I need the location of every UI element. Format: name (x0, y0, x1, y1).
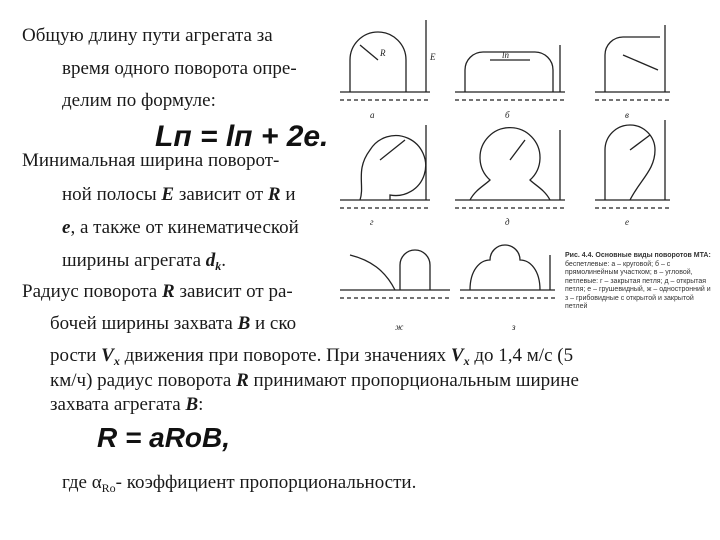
panel-label-a: а (370, 110, 375, 120)
panel-label-e: е (625, 217, 629, 227)
text-line-9: бочей ширины захвата B и ско (50, 313, 297, 334)
panel-label-d: д (505, 217, 510, 227)
panel-a-circular-turn (340, 20, 436, 120)
panel-label-b: б (505, 110, 510, 120)
label-R: R (380, 48, 386, 58)
panel-z-mushroom (460, 245, 555, 332)
figure-caption-body: беспетлевые: а – круговой; б – с прямолинейным участком; в – угловой, петлевые: г – закрытая петля; д – открытая петля; е – грушевидный, ж – одностронний и з – грибовидные с открытой и закрытой петлей (565, 260, 711, 310)
text-line-11: км/ч) радиус поворота R принимают пропорциональным ширине (50, 370, 579, 391)
text-line-2: время одного поворота опре- (62, 58, 297, 79)
panel-label-z: з (512, 322, 516, 332)
panel-label-g: г (370, 217, 374, 227)
panel-d-open-loop (455, 128, 565, 227)
text-line-8: Радиус поворота R зависит от ра- (22, 281, 293, 302)
panel-v-angular-turn (595, 25, 670, 120)
formula-radius: R = aRoB, (97, 422, 231, 453)
panel-g-closed-loop (340, 125, 430, 227)
text-line-10: рости $V_x$ движения при повороте. При значениях $V_x$ до 1,4 м/с (5 (50, 345, 574, 368)
label-E: E (430, 52, 436, 62)
text-line-3: делим по формуле: (62, 90, 216, 111)
figure-caption-title: Рис. 4.4. Основные виды поворотов МТА: (565, 252, 711, 259)
panel-e-pear-shaped (595, 120, 670, 227)
text-line-1: Общую длину пути агрегата за (22, 25, 273, 46)
panel-label-v: в (625, 110, 629, 120)
panel-label-zh: ж (395, 322, 404, 332)
text-line-6: e, а также от кинематической (62, 217, 299, 238)
text-line-13: где $\alpha_{Ro}-$ коэффициент пропорциональности. (62, 472, 417, 495)
text-line-12: захвата агрегата B: (50, 394, 204, 415)
panel-zh-one-sided (340, 250, 450, 332)
text-line-5: ной полосы E зависит от R и (62, 184, 296, 205)
panel-b-straight-segment-turn (455, 45, 565, 120)
text-line-7: ширины агрегата $d_k$. (62, 250, 227, 273)
label-lp: lп (502, 50, 510, 60)
figure-caption (565, 252, 715, 312)
formula-path-length: Lп = lп + 2e. (155, 120, 329, 153)
text-line-4: Минимальная ширина поворот- (22, 150, 280, 171)
